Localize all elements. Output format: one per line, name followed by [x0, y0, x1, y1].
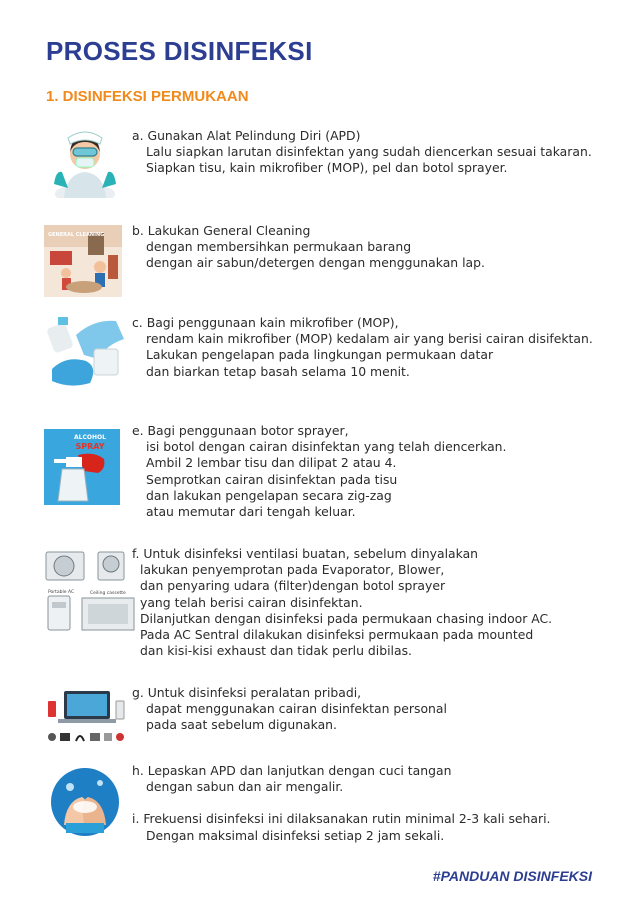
image-label-left: Portable AC	[48, 590, 75, 595]
step-line: i. Frekuensi disinfeksi ini dilaksanakan rutin minimal 2-3 kali sehari.	[132, 811, 551, 827]
page-title: PROSES DISINFEKSI	[46, 36, 313, 66]
step-line: b. Lakukan General Cleaning	[132, 223, 311, 238]
step-line: Lalu siapkan larutan disinfektan yang sudah diencerkan sesuai takaran.	[146, 144, 592, 160]
step-line: dengan air sabun/detergen dengan menggunakan lap.	[146, 255, 485, 271]
step-line: Pada AC Sentral dilakukan disinfeksi permukaan pada mounted	[140, 627, 534, 643]
step-line: dan kisi-kisi exhaust dan tidak perlu dibilas.	[140, 643, 412, 659]
personal-equipment-illustration	[46, 687, 128, 747]
step-line: pada saat sebelum digunakan.	[146, 717, 337, 733]
step-line: Semprotkan cairan disinfektan pada tisu	[146, 471, 398, 487]
step-line: Lakukan pengelapan pada lingkungan permukaan datar	[146, 347, 494, 363]
step-line: dan biarkan tetap basah selama 10 menit.	[146, 363, 410, 379]
step-line: Ambil 2 lembar tisu dan dilipat 2 atau 4.	[146, 455, 397, 471]
general-cleaning-illustration	[44, 225, 122, 297]
air-conditioner-illustration	[44, 550, 136, 632]
step-line: lakukan penyemprotan pada Evaporator, Blower,	[140, 562, 445, 578]
hand-washing-illustration	[50, 767, 120, 837]
image-label-top: ALCOHOL	[74, 434, 106, 441]
step-line: dan penyaring udara (filter)dengan botol sprayer	[140, 578, 446, 594]
step-line: h. Lepaskan APD dan lanjutkan dengan cuci tangan	[132, 763, 452, 778]
footer-hashtag: #PANDUAN DISINFEKSI	[432, 868, 592, 884]
step-line: dapat menggunakan cairan disinfektan personal	[146, 701, 447, 717]
step-f-text	[132, 546, 612, 659]
apd-person-illustration	[50, 126, 120, 198]
section-title: 1. DISINFEKSI PERMUKAAN	[46, 88, 249, 105]
step-line: Dilanjutkan dengan disinfeksi pada permukaan chasing indoor AC.	[140, 610, 553, 626]
alcohol-spray-illustration	[44, 429, 120, 505]
step-line: Siapkan tisu, kain mikrofiber (MOP), pel dan botol sprayer.	[146, 160, 508, 176]
step-line: c. Bagi penggunaan kain mikrofiber (MOP),	[132, 315, 399, 330]
step-line: f. Untuk disinfeksi ventilasi buatan, sebelum dinyalakan	[132, 546, 479, 561]
image-label: GENERAL CLEANING	[48, 232, 105, 238]
step-line: atau memutar dari tengah keluar.	[146, 504, 356, 520]
spacer	[132, 795, 612, 811]
step-line: dengan sabun dan air mengalir.	[146, 779, 344, 795]
step-g-text	[132, 685, 612, 734]
step-line: a. Gunakan Alat Pelindung Diri (APD)	[132, 128, 361, 143]
step-line: rendam kain mikrofiber (MOP) kedalam air yang berisi cairan disifektan.	[146, 331, 593, 347]
image-label-right: Ceiling cassette	[90, 591, 126, 596]
step-line: dengan membersihkan permukaan barang	[146, 239, 412, 255]
mop-cloth-glove-illustration	[46, 315, 128, 389]
step-line: yang telah berisi cairan disinfektan.	[140, 594, 363, 610]
step-line: g. Untuk disinfeksi peralatan pribadi,	[132, 685, 362, 700]
step-a-text	[132, 128, 612, 177]
step-line: Dengan maksimal disinfeksi setiap 2 jam sekali.	[146, 827, 445, 843]
step-line: dan lakukan pengelapan secara zig-zag	[146, 487, 392, 503]
image-label-bottom: SPRAY	[75, 442, 105, 451]
step-h-i-text	[132, 763, 612, 844]
step-line: isi botol dengan cairan disinfektan yang telah diencerkan.	[146, 439, 507, 455]
step-c-text	[132, 315, 612, 380]
step-e-text	[132, 423, 612, 520]
step-line: e. Bagi penggunaan botor sprayer,	[132, 423, 349, 438]
step-b-text	[132, 223, 612, 272]
